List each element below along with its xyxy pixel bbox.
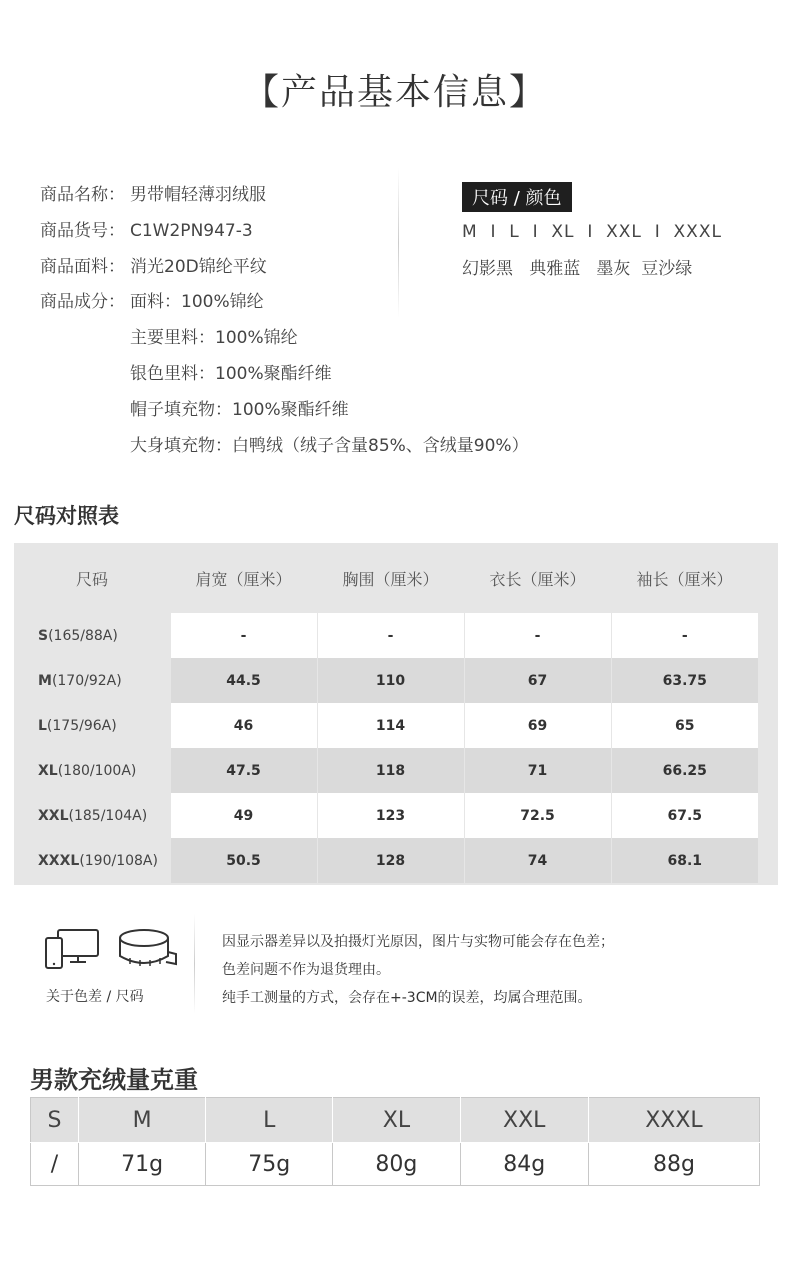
table-header-row bbox=[14, 543, 758, 613]
notes-caption: 关于色差 / 尺码 bbox=[46, 989, 144, 1005]
measurement-cell: 114 bbox=[317, 703, 464, 748]
info-value: C1W2PN947-3 bbox=[130, 220, 253, 241]
measurement-cell: 49 bbox=[170, 793, 317, 838]
size-color-badge: 尺码 / 颜色 bbox=[462, 182, 572, 212]
info-row-code bbox=[40, 214, 529, 250]
measurement-cell: 63.75 bbox=[611, 658, 758, 703]
size-cell bbox=[14, 748, 170, 793]
size-chart-table bbox=[14, 543, 758, 883]
table-row bbox=[14, 703, 758, 748]
size-chart bbox=[14, 543, 778, 885]
composition-line: 帽子填充物：100%聚酯纤维 bbox=[130, 399, 349, 420]
divider bbox=[194, 914, 195, 1014]
size-spec: (180/100A) bbox=[57, 762, 137, 779]
measurement-cell: 71 bbox=[464, 748, 611, 793]
size-code: XL bbox=[38, 762, 58, 779]
weight-size: S bbox=[31, 1098, 79, 1143]
info-value: 面料：100%锦纶 bbox=[130, 292, 264, 313]
weight-size: M bbox=[78, 1098, 205, 1143]
size-color-panel bbox=[462, 182, 722, 279]
measurement-cell: 50.5 bbox=[170, 838, 317, 883]
measurement-cell: 123 bbox=[317, 793, 464, 838]
size-spec: (165/88A) bbox=[48, 627, 118, 644]
measurement-cell: - bbox=[317, 613, 464, 658]
measurement-cell: 67 bbox=[464, 658, 611, 703]
measurement-cell: - bbox=[464, 613, 611, 658]
note-line: 因显示器差异以及拍摄灯光原因，图片与实物可能会存在色差； bbox=[222, 934, 614, 950]
weight-size: L bbox=[206, 1098, 333, 1143]
measurement-cell: 66.25 bbox=[611, 748, 758, 793]
size-spec: (175/96A) bbox=[46, 717, 117, 734]
info-row-fabric bbox=[40, 250, 529, 286]
info-label: 商品面料： bbox=[40, 256, 125, 277]
divider bbox=[398, 168, 399, 318]
page-title: 【产品基本信息】 bbox=[242, 72, 547, 113]
size-code: XXL bbox=[38, 807, 69, 824]
info-row-name bbox=[40, 178, 529, 214]
size-spec: (170/92A) bbox=[51, 672, 122, 689]
table-row bbox=[14, 838, 758, 883]
notes-text bbox=[222, 928, 614, 1012]
size-cell bbox=[14, 793, 170, 838]
weight-value-row bbox=[31, 1143, 760, 1186]
measurement-cell: 74 bbox=[464, 838, 611, 883]
measurement-cell: 68.1 bbox=[611, 838, 758, 883]
column-header: 肩宽（厘米） bbox=[195, 569, 292, 589]
measurement-cell: 44.5 bbox=[170, 658, 317, 703]
info-label: 商品名称： bbox=[40, 185, 125, 205]
devices-icon bbox=[40, 924, 200, 984]
column-header: 尺码 bbox=[75, 569, 108, 589]
size-code: XXXL bbox=[38, 852, 80, 869]
info-label: 商品货号： bbox=[40, 220, 125, 241]
table-row bbox=[14, 793, 758, 838]
note-line: 色差问题不作为退货理由。 bbox=[222, 962, 390, 978]
measurement-cell: 110 bbox=[317, 658, 464, 703]
composition-line: 银色里料：100%聚酯纤维 bbox=[130, 363, 332, 384]
color-list: 幻影黑 典雅蓝 墨灰 豆沙绿 bbox=[462, 259, 693, 279]
measurement-cell: 69 bbox=[464, 703, 611, 748]
down-weight-table bbox=[30, 1097, 760, 1186]
composition-line: 主要里料：100%锦纶 bbox=[130, 328, 298, 349]
measurement-cell: 46 bbox=[170, 703, 317, 748]
measurement-cell: 128 bbox=[317, 838, 464, 883]
weight-value: 88g bbox=[588, 1143, 759, 1186]
size-cell bbox=[14, 703, 170, 748]
column-header: 袖长（厘米） bbox=[636, 569, 733, 589]
weight-header-row bbox=[31, 1098, 760, 1143]
measurement-cell: 67.5 bbox=[611, 793, 758, 838]
size-chart-heading: 尺码对照表 bbox=[14, 504, 119, 528]
down-weight-heading: 男款充绒量克重 bbox=[30, 1066, 198, 1094]
weight-value: 80g bbox=[333, 1143, 460, 1186]
table-row bbox=[14, 748, 758, 793]
measurement-cell: - bbox=[611, 613, 758, 658]
composition-line: 大身填充物：白鸭绒（绒子含量85%、含绒量90%） bbox=[130, 435, 529, 456]
info-value: 男带帽轻薄羽绒服 bbox=[130, 185, 266, 205]
size-code: S bbox=[38, 627, 49, 644]
weight-size: XXXL bbox=[588, 1098, 759, 1143]
info-label: 商品成分： bbox=[40, 292, 125, 313]
size-code: L bbox=[38, 717, 47, 734]
note-line: 纯手工测量的方式，会存在+-3CM的误差，均属合理范围。 bbox=[222, 990, 592, 1006]
table-row bbox=[14, 658, 758, 703]
weight-value: / bbox=[31, 1143, 79, 1186]
info-row-composition bbox=[40, 285, 529, 321]
column-header: 衣长（厘米） bbox=[489, 569, 586, 589]
weight-value: 84g bbox=[460, 1143, 588, 1186]
size-spec: (190/108A) bbox=[79, 852, 158, 869]
weight-size: XXL bbox=[460, 1098, 588, 1143]
measurement-cell: 118 bbox=[317, 748, 464, 793]
weight-value: 71g bbox=[78, 1143, 205, 1186]
measurement-cell: - bbox=[170, 613, 317, 658]
size-list: M I L I XL I XXL I XXXL bbox=[462, 222, 722, 242]
measurement-cell: 47.5 bbox=[170, 748, 317, 793]
info-value: 消光20D锦纶平纹 bbox=[130, 256, 267, 277]
weight-value: 75g bbox=[206, 1143, 333, 1186]
size-cell bbox=[14, 838, 170, 883]
column-header: 胸围（厘米） bbox=[342, 569, 439, 589]
weight-size: XL bbox=[333, 1098, 460, 1143]
size-cell bbox=[14, 658, 170, 703]
table-row bbox=[14, 613, 758, 658]
size-cell bbox=[14, 613, 170, 658]
measurement-cell: 65 bbox=[611, 703, 758, 748]
size-spec: (185/104A) bbox=[68, 807, 148, 824]
size-code: M bbox=[38, 672, 52, 689]
product-info bbox=[40, 178, 529, 464]
measurement-cell: 72.5 bbox=[464, 793, 611, 838]
